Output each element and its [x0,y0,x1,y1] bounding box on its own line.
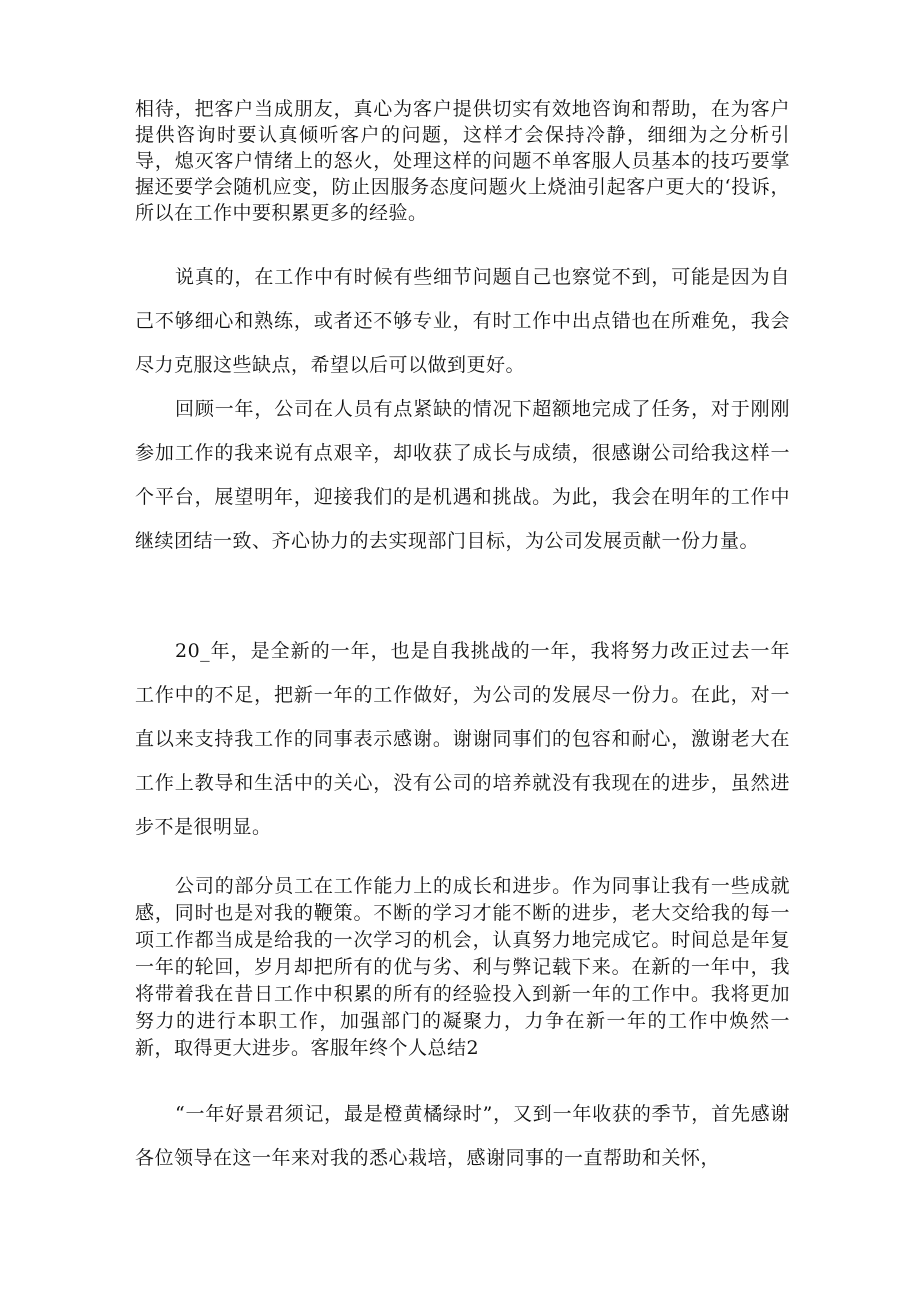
paragraph-4: 20_年，是全新的一年，也是自我挑战的一年，我将努力改正过去一年工作中的不足，把新一年的工作做好，为公司的发展尽一份力。在此，对一直以来支持我工作的同事表示感谢。谢谢同事们的包容和耐心，激谢老大在工作上教导和生活中的关心，没有公司的培养就没有我现在的进步，虽然进步不是很明显。 [135,640,790,838]
paragraph-1: 相待，把客户当成朋友，真心为客户提供切实有效地咨询和帮助，在为客户提供咨询时要认真倾听客户的问题，这样才会保持冷静，细细为之分析引导，熄灭客户情绪上的怒火，处理这样的问题不单客服人员基本的技巧要掌握还要学会随机应变，防止因服务态度问题火上烧油引起客户更大的‘投诉，所以在工作中要积累更多的经验。 [135,98,790,224]
paragraph-6: “一年好景君须记，最是橙黄橘绿时”，又到一年收获的季节，首先感谢各位领导在这一年来对我的悉心栽培，感谢同事的一直帮助和关怀， [135,1103,790,1169]
paragraph-2: 说真的，在工作中有时候有些细节问题自己也察觉不到，可能是因为自己不够细心和熟练，或者还不够专业，有时工作中出点错也在所难免，我会尽力克服这些缺点，希望以后可以做到更好。 [135,266,790,376]
paragraph-3: 回顾一年，公司在人员有点紧缺的情况下超额地完成了任务，对于刚刚参加工作的我来说有点艰辛，却收获了成长与成绩，很感谢公司给我这样一个平台，展望明年，迎接我们的是机遇和挑战。为此，我会在明年的工作中继续团结一致、齐心协力的去实现部门目标，为公司发展贡献一份力量。 [135,398,790,552]
paragraph-5: 公司的部分员工在工作能力上的成长和进步。作为同事让我有一些成就感，同时也是对我的鞭策。不断的学习才能不断的进步，老大交给我的每一项工作都当成是给我的一次学习的机会，认真努力地完成它。时间总是年复一年的轮回，岁月却把所有的优与劣、利与弊记载下来。在新的一年中，我将带着我在昔日工作中积累的所有的经验投入到新一年的工作中。我将更加努力的进行本职工作，加强部门的凝聚力，力争在新一年的工作中焕然一新，取得更大进步。客服年终个人总结2 [135,875,790,1059]
